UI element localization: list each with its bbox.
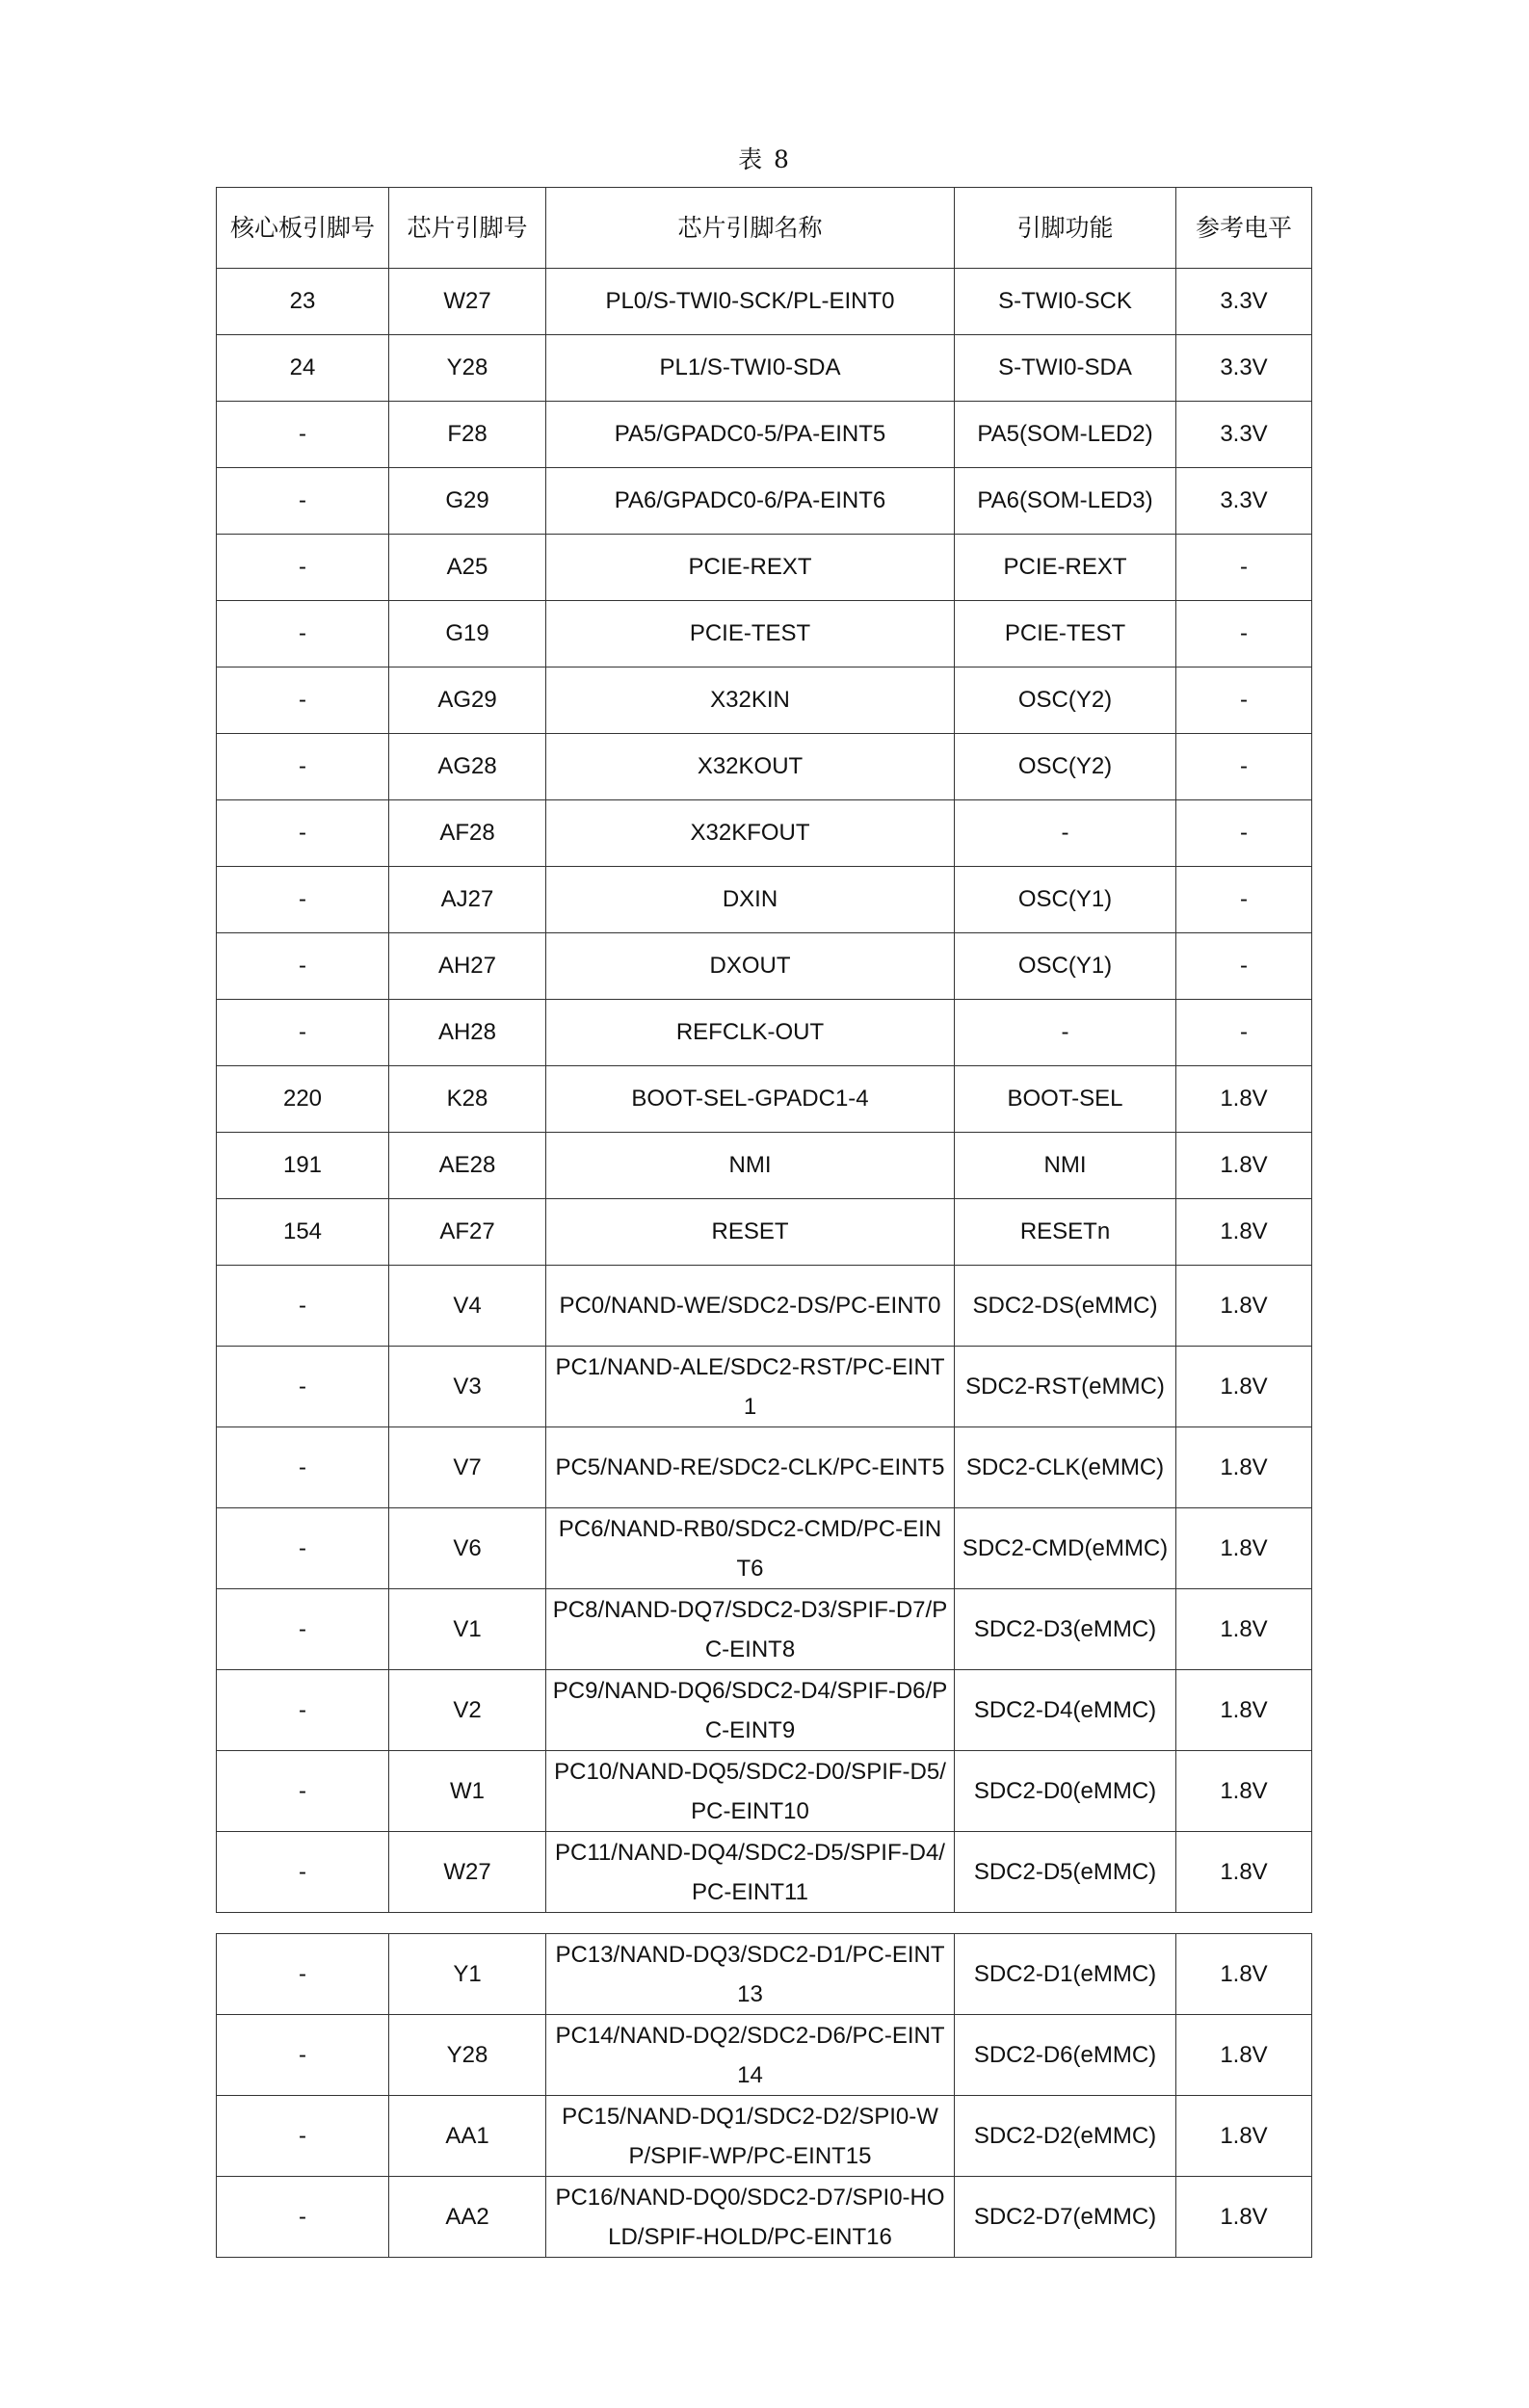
pin-name-cell: PC9/NAND-DQ6/SDC2-D4/SPIF-D6/PC-EINT9: [546, 1670, 955, 1751]
chip-pin-cell: W1: [389, 1751, 546, 1832]
core-pin-cell: -: [217, 1427, 389, 1508]
chip-pin-cell: V2: [389, 1670, 546, 1751]
table-row: [217, 1427, 1312, 1508]
ref-level-cell: 1.8V: [1176, 1066, 1312, 1133]
chip-pin-cell: AH27: [389, 933, 546, 1000]
chip-pin-cell: G29: [389, 468, 546, 535]
table-row: [217, 535, 1312, 601]
core-pin-cell: -: [217, 1508, 389, 1589]
chip-pin-cell: V7: [389, 1427, 546, 1508]
pin-function-cell: SDC2-D7(eMMC): [955, 2177, 1176, 2258]
table-row: [217, 2177, 1312, 2258]
ref-level-cell: 1.8V: [1176, 1199, 1312, 1266]
table-row: [217, 933, 1312, 1000]
header-chip-pin-name: 芯片引脚名称: [546, 188, 955, 269]
table-row: [217, 468, 1312, 535]
pin-name-cell: PC8/NAND-DQ7/SDC2-D3/SPIF-D7/PC-EINT8: [546, 1589, 955, 1670]
table-row: [217, 667, 1312, 734]
pin-function-cell: OSC(Y2): [955, 734, 1176, 800]
chip-pin-cell: K28: [389, 1066, 546, 1133]
ref-level-cell: 1.8V: [1176, 1934, 1312, 2015]
pin-table-main: [216, 187, 1312, 1913]
pin-function-cell: SDC2-D4(eMMC): [955, 1670, 1176, 1751]
pin-table-continued: [216, 1933, 1312, 2258]
chip-pin-cell: AE28: [389, 1133, 546, 1199]
core-pin-cell: -: [217, 1934, 389, 2015]
table-row: [217, 1934, 1312, 2015]
core-pin-cell: -: [217, 468, 389, 535]
chip-pin-cell: V6: [389, 1508, 546, 1589]
pin-function-cell: PCIE-TEST: [955, 601, 1176, 667]
table-row: [217, 1751, 1312, 1832]
core-pin-cell: -: [217, 1000, 389, 1066]
pin-function-cell: SDC2-DS(eMMC): [955, 1266, 1176, 1347]
ref-level-cell: 3.3V: [1176, 335, 1312, 402]
pin-name-cell: PC14/NAND-DQ2/SDC2-D6/PC-EINT14: [546, 2015, 955, 2096]
pin-function-cell: SDC2-RST(eMMC): [955, 1347, 1176, 1427]
pin-function-cell: SDC2-D5(eMMC): [955, 1832, 1176, 1913]
chip-pin-cell: F28: [389, 402, 546, 468]
header-core-board-pin: 核心板引脚号: [217, 188, 389, 269]
pin-function-cell: NMI: [955, 1133, 1176, 1199]
chip-pin-cell: AF27: [389, 1199, 546, 1266]
core-pin-cell: -: [217, 800, 389, 867]
core-pin-cell: -: [217, 1266, 389, 1347]
core-pin-cell: -: [217, 402, 389, 468]
chip-pin-cell: AF28: [389, 800, 546, 867]
table-row: [217, 269, 1312, 335]
ref-level-cell: -: [1176, 601, 1312, 667]
chip-pin-cell: V1: [389, 1589, 546, 1670]
pin-function-cell: SDC2-CLK(eMMC): [955, 1427, 1176, 1508]
pin-function-cell: SDC2-D0(eMMC): [955, 1751, 1176, 1832]
pin-name-cell: PC6/NAND-RB0/SDC2-CMD/PC-EINT6: [546, 1508, 955, 1589]
header-reference-level: 参考电平: [1176, 188, 1312, 269]
table-row: [217, 1066, 1312, 1133]
chip-pin-cell: G19: [389, 601, 546, 667]
ref-level-cell: 1.8V: [1176, 1832, 1312, 1913]
core-pin-cell: -: [217, 1347, 389, 1427]
ref-level-cell: 1.8V: [1176, 1589, 1312, 1670]
table-row: [217, 2015, 1312, 2096]
pin-name-cell: PC10/NAND-DQ5/SDC2-D0/SPIF-D5/PC-EINT10: [546, 1751, 955, 1832]
pin-function-cell: PCIE-REXT: [955, 535, 1176, 601]
table-row: [217, 867, 1312, 933]
core-pin-cell: -: [217, 1751, 389, 1832]
ref-level-cell: -: [1176, 867, 1312, 933]
core-pin-cell: 23: [217, 269, 389, 335]
chip-pin-cell: Y28: [389, 335, 546, 402]
pin-function-cell: SDC2-D3(eMMC): [955, 1589, 1176, 1670]
core-pin-cell: -: [217, 1832, 389, 1913]
pin-name-cell: RESET: [546, 1199, 955, 1266]
pin-name-cell: PA6/GPADC0-6/PA-EINT6: [546, 468, 955, 535]
pin-name-cell: PCIE-TEST: [546, 601, 955, 667]
ref-level-cell: -: [1176, 734, 1312, 800]
chip-pin-cell: AA2: [389, 2177, 546, 2258]
pin-name-cell: PC0/NAND-WE/SDC2-DS/PC-EINT0: [546, 1266, 955, 1347]
table-row: [217, 1199, 1312, 1266]
chip-pin-cell: Y1: [389, 1934, 546, 2015]
ref-level-cell: 3.3V: [1176, 402, 1312, 468]
pin-name-cell: PL0/S-TWI0-SCK/PL-EINT0: [546, 269, 955, 335]
ref-level-cell: 3.3V: [1176, 468, 1312, 535]
pin-name-cell: PC5/NAND-RE/SDC2-CLK/PC-EINT5: [546, 1427, 955, 1508]
table-row: [217, 800, 1312, 867]
pin-name-cell: X32KOUT: [546, 734, 955, 800]
chip-pin-cell: AG28: [389, 734, 546, 800]
pin-name-cell: PC16/NAND-DQ0/SDC2-D7/SPI0-HOLD/SPIF-HOLD/PC-EINT16: [546, 2177, 955, 2258]
ref-level-cell: 1.8V: [1176, 2096, 1312, 2177]
table-row: [217, 1000, 1312, 1066]
ref-level-cell: -: [1176, 933, 1312, 1000]
core-pin-cell: -: [217, 2015, 389, 2096]
core-pin-cell: -: [217, 1589, 389, 1670]
table-header-row: [217, 188, 1312, 269]
table-row: [217, 402, 1312, 468]
core-pin-cell: -: [217, 667, 389, 734]
table-row: [217, 1589, 1312, 1670]
table-row: [217, 734, 1312, 800]
header-pin-function: 引脚功能: [955, 188, 1176, 269]
pin-name-cell: X32KFOUT: [546, 800, 955, 867]
ref-level-cell: -: [1176, 667, 1312, 734]
core-pin-cell: -: [217, 2177, 389, 2258]
pin-name-cell: PC15/NAND-DQ1/SDC2-D2/SPI0-WP/SPIF-WP/PC-EINT15: [546, 2096, 955, 2177]
table-row: [217, 1347, 1312, 1427]
ref-level-cell: 1.8V: [1176, 1751, 1312, 1832]
table-row: [217, 1508, 1312, 1589]
chip-pin-cell: AJ27: [389, 867, 546, 933]
pin-function-cell: PA5(SOM-LED2): [955, 402, 1176, 468]
pin-name-cell: PA5/GPADC0-5/PA-EINT5: [546, 402, 955, 468]
pin-name-cell: DXIN: [546, 867, 955, 933]
pin-name-cell: PL1/S-TWI0-SDA: [546, 335, 955, 402]
chip-pin-cell: A25: [389, 535, 546, 601]
pin-function-cell: OSC(Y1): [955, 933, 1176, 1000]
core-pin-cell: -: [217, 867, 389, 933]
table-row: [217, 1670, 1312, 1751]
pin-function-cell: PA6(SOM-LED3): [955, 468, 1176, 535]
table-row: [217, 1832, 1312, 1913]
chip-pin-cell: AA1: [389, 2096, 546, 2177]
core-pin-cell: -: [217, 933, 389, 1000]
header-chip-pin: 芯片引脚号: [389, 188, 546, 269]
ref-level-cell: -: [1176, 1000, 1312, 1066]
table-row: [217, 1266, 1312, 1347]
pin-name-cell: NMI: [546, 1133, 955, 1199]
pin-name-cell: X32KIN: [546, 667, 955, 734]
table-row: [217, 335, 1312, 402]
ref-level-cell: 1.8V: [1176, 1670, 1312, 1751]
table-caption: 表 8: [738, 145, 791, 173]
core-pin-cell: 24: [217, 335, 389, 402]
pin-function-cell: S-TWI0-SCK: [955, 269, 1176, 335]
pin-function-cell: SDC2-D6(eMMC): [955, 2015, 1176, 2096]
pin-name-cell: PC1/NAND-ALE/SDC2-RST/PC-EINT1: [546, 1347, 955, 1427]
core-pin-cell: -: [217, 601, 389, 667]
ref-level-cell: -: [1176, 535, 1312, 601]
core-pin-cell: 220: [217, 1066, 389, 1133]
pin-name-cell: BOOT-SEL-GPADC1-4: [546, 1066, 955, 1133]
table-row: [217, 2096, 1312, 2177]
pin-function-cell: BOOT-SEL: [955, 1066, 1176, 1133]
table-row: [217, 601, 1312, 667]
pin-function-cell: S-TWI0-SDA: [955, 335, 1176, 402]
chip-pin-cell: V3: [389, 1347, 546, 1427]
pin-function-cell: SDC2-D1(eMMC): [955, 1934, 1176, 2015]
ref-level-cell: 1.8V: [1176, 1427, 1312, 1508]
core-pin-cell: 154: [217, 1199, 389, 1266]
pin-name-cell: REFCLK-OUT: [546, 1000, 955, 1066]
chip-pin-cell: AG29: [389, 667, 546, 734]
pin-name-cell: PC11/NAND-DQ4/SDC2-D5/SPIF-D4/PC-EINT11: [546, 1832, 955, 1913]
table-row: [217, 1133, 1312, 1199]
chip-pin-cell: AH28: [389, 1000, 546, 1066]
ref-level-cell: 1.8V: [1176, 1347, 1312, 1427]
ref-level-cell: 1.8V: [1176, 1508, 1312, 1589]
ref-level-cell: 1.8V: [1176, 2015, 1312, 2096]
pin-function-cell: -: [955, 1000, 1176, 1066]
chip-pin-cell: V4: [389, 1266, 546, 1347]
pin-function-cell: OSC(Y2): [955, 667, 1176, 734]
ref-level-cell: 3.3V: [1176, 269, 1312, 335]
core-pin-cell: -: [217, 1670, 389, 1751]
ref-level-cell: 1.8V: [1176, 2177, 1312, 2258]
pin-function-cell: RESETn: [955, 1199, 1176, 1266]
pin-function-cell: SDC2-D2(eMMC): [955, 2096, 1176, 2177]
ref-level-cell: -: [1176, 800, 1312, 867]
chip-pin-cell: Y28: [389, 2015, 546, 2096]
pin-function-cell: OSC(Y1): [955, 867, 1176, 933]
chip-pin-cell: W27: [389, 1832, 546, 1913]
chip-pin-cell: W27: [389, 269, 546, 335]
pin-name-cell: DXOUT: [546, 933, 955, 1000]
pin-name-cell: PCIE-REXT: [546, 535, 955, 601]
core-pin-cell: -: [217, 535, 389, 601]
ref-level-cell: 1.8V: [1176, 1266, 1312, 1347]
core-pin-cell: -: [217, 734, 389, 800]
pin-function-cell: -: [955, 800, 1176, 867]
pin-name-cell: PC13/NAND-DQ3/SDC2-D1/PC-EINT13: [546, 1934, 955, 2015]
core-pin-cell: 191: [217, 1133, 389, 1199]
pin-function-cell: SDC2-CMD(eMMC): [955, 1508, 1176, 1589]
core-pin-cell: -: [217, 2096, 389, 2177]
ref-level-cell: 1.8V: [1176, 1133, 1312, 1199]
